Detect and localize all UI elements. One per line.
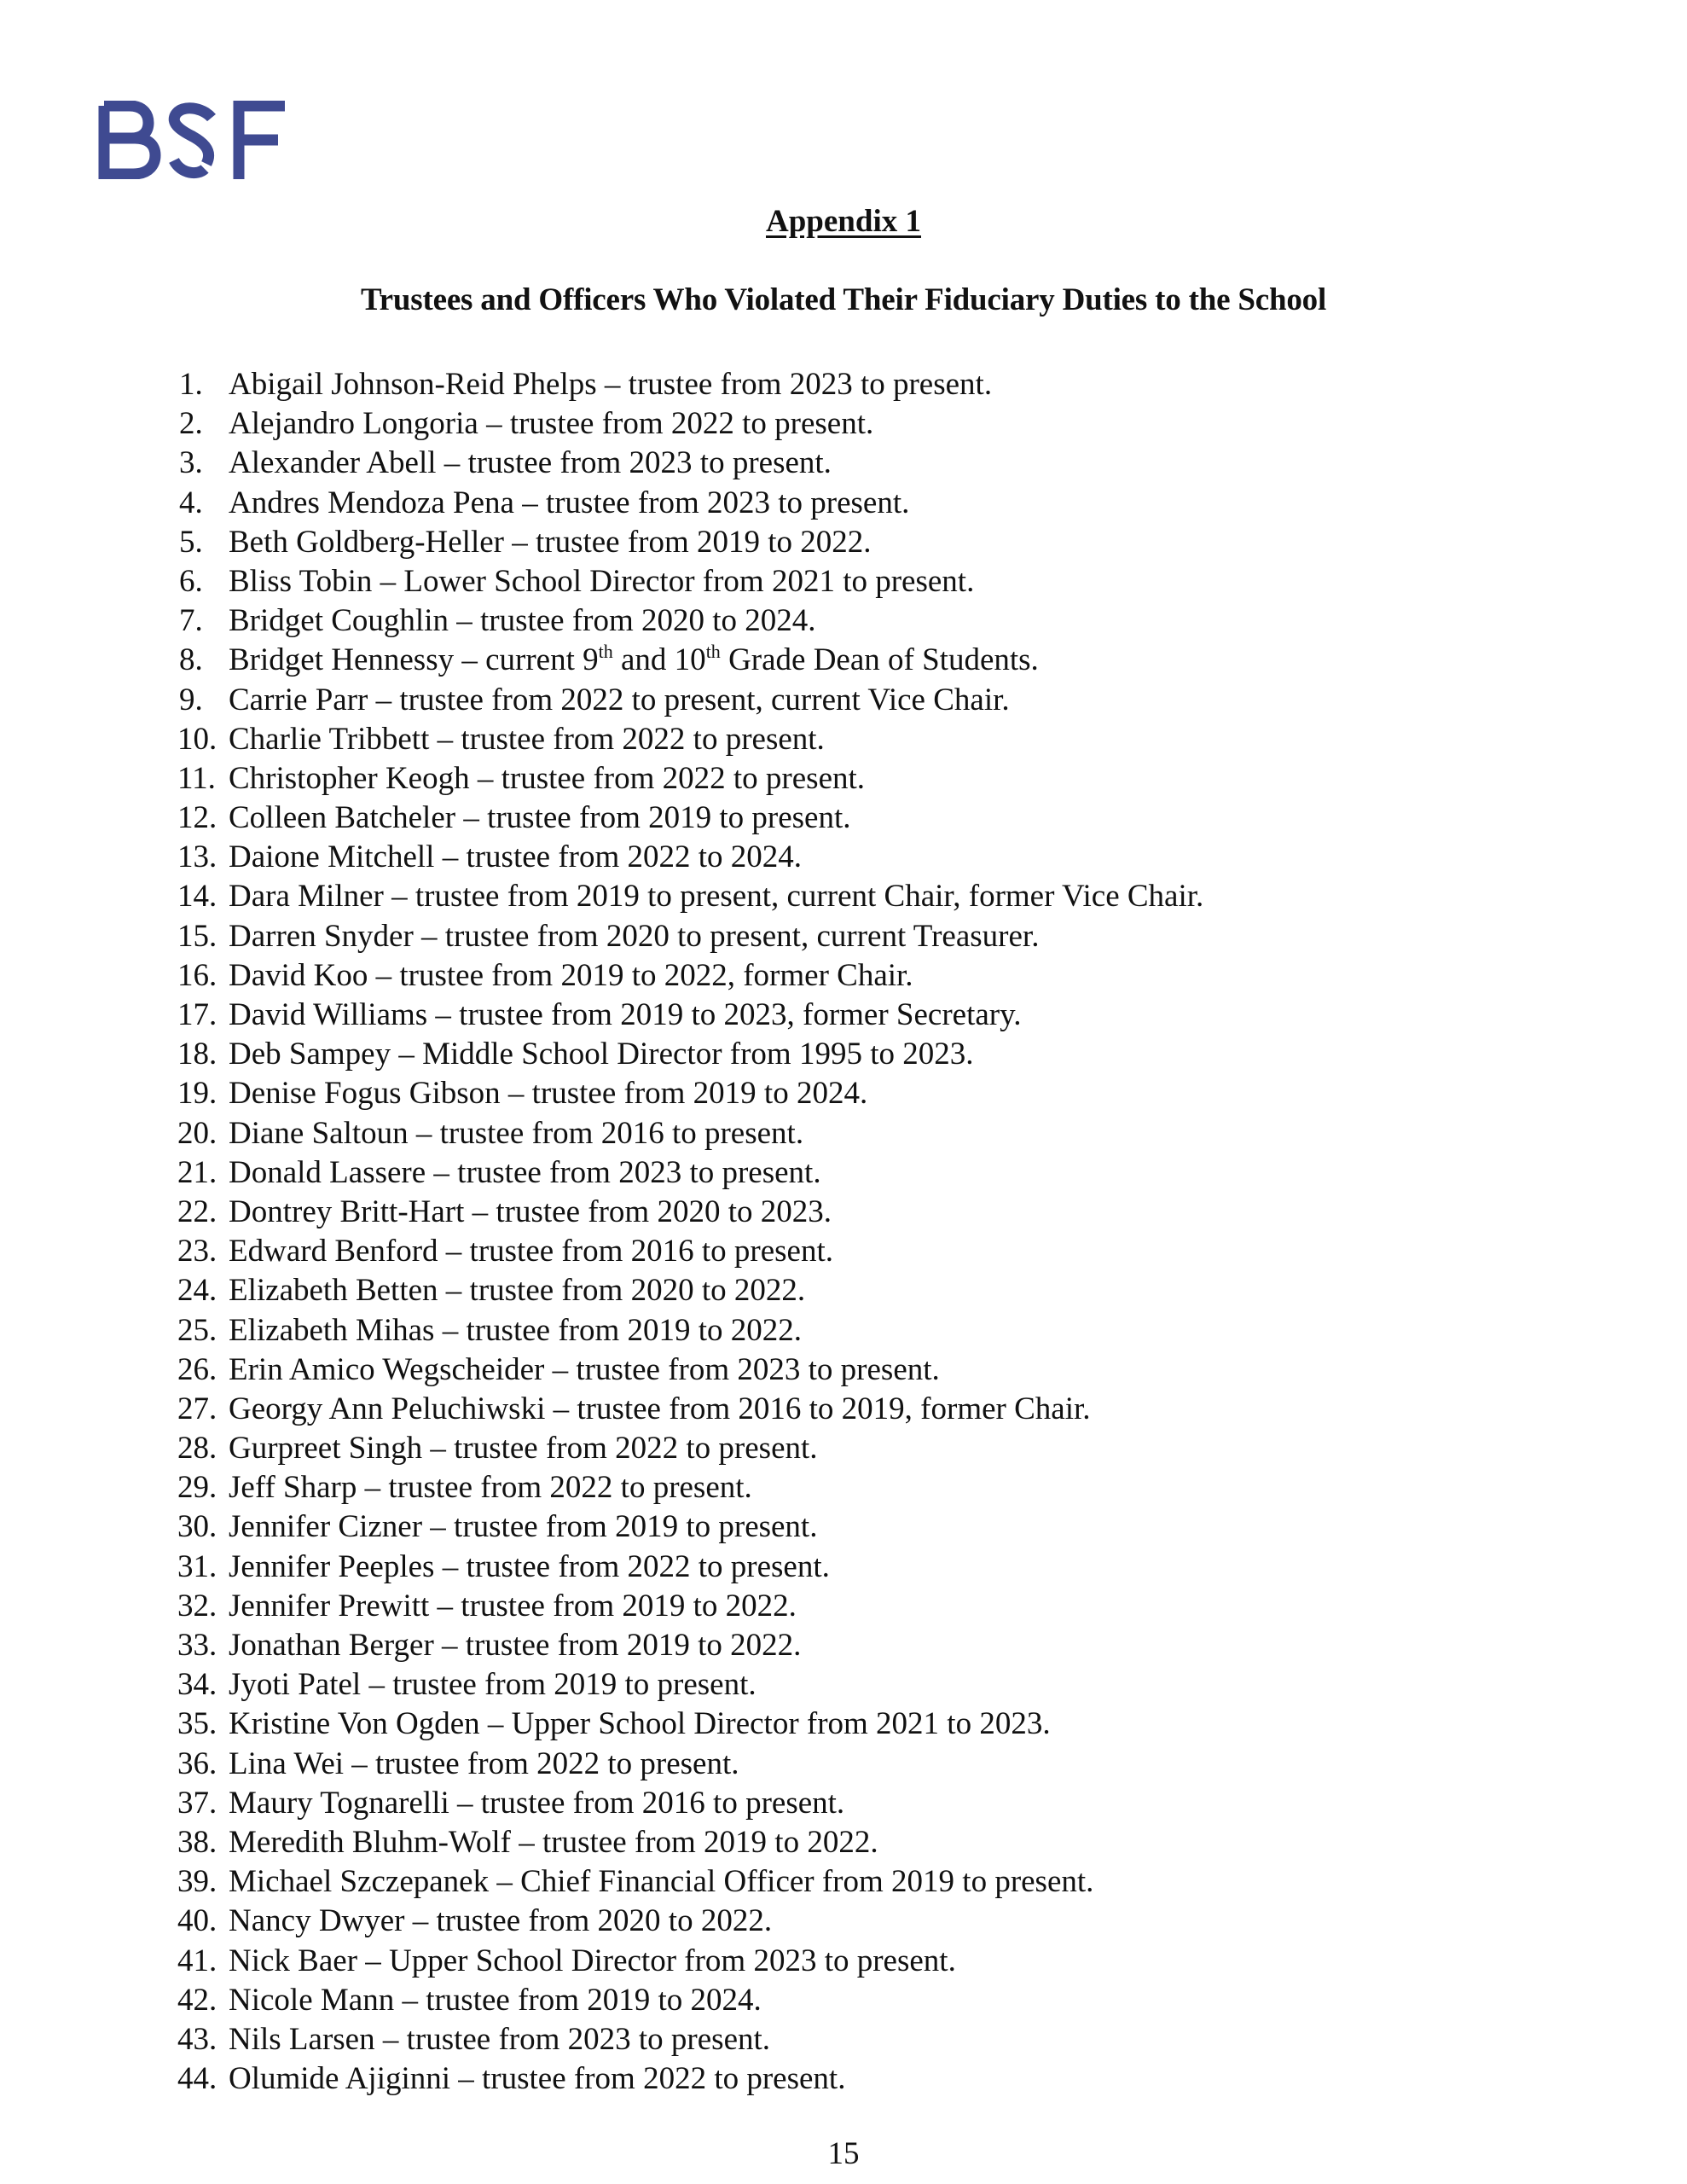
item-text: Erin Amico Wegscheider – trustee from 2023 to present. bbox=[229, 1351, 940, 1387]
ordinal-suffix: th bbox=[705, 641, 721, 663]
item-number: 40. bbox=[177, 1903, 217, 1939]
item-text: Jennifer Cizner – trustee from 2019 to present. bbox=[229, 1509, 818, 1545]
item-number: 16. bbox=[177, 957, 217, 993]
item-number: 9. bbox=[179, 682, 203, 717]
item-number: 17. bbox=[177, 997, 217, 1032]
appendix-title-text: Appendix 1 bbox=[766, 204, 921, 239]
item-text: Jennifer Peeples – trustee from 2022 to present. bbox=[229, 1548, 830, 1584]
item-number: 27. bbox=[177, 1391, 217, 1426]
item-text: Dontrey Britt-Hart – trustee from 2020 to 2023. bbox=[229, 1194, 832, 1229]
item-number: 30. bbox=[177, 1509, 217, 1545]
item-number: 6. bbox=[179, 563, 203, 599]
item-text: Charlie Tribbett – trustee from 2022 to present. bbox=[229, 721, 825, 757]
list-item bbox=[0, 799, 1687, 838]
item-text-segment: and 10 bbox=[612, 642, 706, 678]
item-number: 4. bbox=[179, 485, 203, 520]
item-text: Gurpreet Singh – trustee from 2022 to present. bbox=[229, 1431, 818, 1467]
item-number: 31. bbox=[177, 1548, 217, 1584]
item-number: 28. bbox=[177, 1431, 217, 1467]
item-text: David Williams – trustee from 2019 to 2023, former Secretary. bbox=[229, 997, 1022, 1032]
list-item bbox=[0, 759, 1687, 799]
item-text: Jyoti Patel – trustee from 2019 to present. bbox=[229, 1667, 757, 1703]
item-text: Olumide Ajiginni – trustee from 2022 to present. bbox=[229, 2061, 846, 2097]
section-heading: Trustees and Officers Who Violated Their Fiduciary Duties to the School bbox=[360, 282, 1327, 317]
item-text: Jennifer Prewitt – trustee from 2019 to 2022. bbox=[229, 1588, 797, 1623]
list-item bbox=[0, 484, 1687, 523]
item-number: 24. bbox=[177, 1273, 217, 1309]
item-text: Colleen Batcheler – trustee from 2019 to present. bbox=[229, 800, 851, 836]
item-number: 35. bbox=[177, 1706, 217, 1742]
item-text: Nils Larsen – trustee from 2023 to present. bbox=[229, 2021, 771, 2057]
item-text: Alexander Abell – trustee from 2023 to present. bbox=[229, 445, 832, 481]
item-text: Jonathan Berger – trustee from 2019 to 2022. bbox=[229, 1628, 802, 1663]
item-text: Nicole Mann – trustee from 2019 to 2024. bbox=[229, 1982, 762, 2018]
item-text: Meredith Bluhm-Wolf – trustee from 2019 to 2022. bbox=[229, 1824, 878, 1860]
item-text: Elizabeth Mihas – trustee from 2019 to 2022. bbox=[229, 1312, 803, 1348]
item-number: 36. bbox=[177, 1745, 217, 1781]
item-text: Kristine Von Ogden – Upper School Director from 2021 to 2023. bbox=[229, 1706, 1051, 1742]
list-item bbox=[0, 1311, 1687, 1350]
item-text: Michael Szczepanek – Chief Financial Officer from 2019 to present. bbox=[229, 1864, 1094, 1900]
item-text: Bridget Coughlin – trustee from 2020 to 2024. bbox=[229, 603, 816, 639]
item-text: Denise Fogus Gibson – trustee from 2019 to 2024. bbox=[229, 1076, 868, 1112]
list-item bbox=[0, 1823, 1687, 1862]
item-text: Darren Snyder – trustee from 2020 to present, current Treasurer. bbox=[229, 918, 1040, 954]
list-item bbox=[0, 877, 1687, 916]
item-number: 13. bbox=[177, 839, 217, 875]
list-item bbox=[0, 1468, 1687, 1507]
list-item bbox=[0, 681, 1687, 720]
item-text: Jeff Sharp – trustee from 2022 to present. bbox=[229, 1470, 752, 1506]
list-item bbox=[0, 1705, 1687, 1744]
list-item bbox=[0, 2059, 1687, 2099]
item-number: 42. bbox=[177, 1982, 217, 2018]
item-text: Beth Goldberg-Heller – trustee from 2019 to 2022. bbox=[229, 524, 872, 560]
item-number: 23. bbox=[177, 1234, 217, 1269]
item-text: Maury Tognarelli – trustee from 2016 to present. bbox=[229, 1785, 845, 1821]
list-item bbox=[0, 1390, 1687, 1429]
item-number: 25. bbox=[177, 1312, 217, 1348]
item-text: Elizabeth Betten – trustee from 2020 to 2022. bbox=[229, 1273, 806, 1309]
item-number: 26. bbox=[177, 1351, 217, 1387]
bsf-logo-mark bbox=[97, 101, 290, 179]
list-item bbox=[0, 562, 1687, 601]
item-text: Donald Lassere – trustee from 2023 to present. bbox=[229, 1154, 821, 1190]
list-item bbox=[0, 1981, 1687, 2020]
item-number: 44. bbox=[177, 2061, 217, 2097]
item-text: Carrie Parr – trustee from 2022 to present, current Vice Chair. bbox=[229, 682, 1010, 717]
list-item bbox=[0, 641, 1687, 680]
item-number: 29. bbox=[177, 1470, 217, 1506]
list-item bbox=[0, 917, 1687, 956]
item-number: 15. bbox=[177, 918, 217, 954]
item-text: David Koo – trustee from 2019 to 2022, former Chair. bbox=[229, 957, 913, 993]
list-item bbox=[0, 1626, 1687, 1665]
item-text: Lina Wei – trustee from 2022 to present. bbox=[229, 1745, 739, 1781]
item-text: Nick Baer – Upper School Director from 2023 to present. bbox=[229, 1943, 956, 1978]
appendix-title bbox=[0, 203, 1687, 241]
item-number: 11. bbox=[177, 760, 216, 796]
item-number: 12. bbox=[177, 800, 217, 836]
list-item bbox=[0, 1035, 1687, 1074]
list-item bbox=[0, 1862, 1687, 1902]
list-item bbox=[0, 1942, 1687, 1981]
item-number: 39. bbox=[177, 1864, 217, 1900]
item-number: 21. bbox=[177, 1154, 217, 1190]
item-text: Georgy Ann Peluchiwski – trustee from 2016 to 2019, former Chair. bbox=[229, 1391, 1091, 1426]
item-number: 41. bbox=[177, 1943, 217, 1978]
list-item bbox=[0, 1153, 1687, 1193]
item-number: 8. bbox=[179, 642, 203, 678]
list-item bbox=[0, 1114, 1687, 1153]
list-item bbox=[0, 1429, 1687, 1468]
item-text: Alejandro Longoria – trustee from 2022 to present. bbox=[229, 406, 874, 442]
item-text: Bliss Tobin – Lower School Director from 2021 to present. bbox=[229, 563, 975, 599]
ordinal-suffix: th bbox=[598, 641, 613, 663]
item-number: 19. bbox=[177, 1076, 217, 1112]
list-item bbox=[0, 1232, 1687, 1271]
item-number: 5. bbox=[179, 524, 203, 560]
item-number: 10. bbox=[177, 721, 217, 757]
item-number: 1. bbox=[179, 367, 203, 402]
list-item bbox=[0, 720, 1687, 759]
item-text: Nancy Dwyer – trustee from 2020 to 2022. bbox=[229, 1903, 773, 1939]
item-text: Daione Mitchell – trustee from 2022 to 2024. bbox=[229, 839, 803, 875]
list-item bbox=[0, 444, 1687, 483]
item-number: 22. bbox=[177, 1194, 217, 1229]
list-item bbox=[0, 404, 1687, 444]
list-item bbox=[0, 365, 1687, 404]
item-number: 38. bbox=[177, 1824, 217, 1860]
list-item bbox=[0, 523, 1687, 562]
page-number: 15 bbox=[827, 2136, 860, 2171]
list-item bbox=[0, 2020, 1687, 2059]
item-number: 18. bbox=[177, 1037, 217, 1072]
list-item bbox=[0, 996, 1687, 1035]
list-item bbox=[0, 1587, 1687, 1626]
item-number: 37. bbox=[177, 1785, 217, 1821]
list-item bbox=[0, 1902, 1687, 1941]
list-item bbox=[0, 1745, 1687, 1784]
item-text: Edward Benford – trustee from 2016 to present. bbox=[229, 1234, 833, 1269]
bsf-logo bbox=[97, 101, 290, 179]
list-item bbox=[0, 1350, 1687, 1390]
list-item bbox=[0, 1784, 1687, 1823]
list-item bbox=[0, 956, 1687, 996]
item-text: Diane Saltoun – trustee from 2016 to present. bbox=[229, 1115, 804, 1151]
item-number: 33. bbox=[177, 1628, 217, 1663]
list-item bbox=[0, 1507, 1687, 1547]
trustee-list bbox=[0, 365, 1687, 2099]
item-text-segment: Bridget Hennessy – current 9 bbox=[229, 642, 599, 678]
list-item bbox=[0, 1193, 1687, 1232]
item-text-segment: Grade Dean of Students. bbox=[720, 642, 1039, 678]
item-number: 43. bbox=[177, 2021, 217, 2057]
item-number: 2. bbox=[179, 406, 203, 442]
item-number: 3. bbox=[179, 445, 203, 481]
item-text: Deb Sampey – Middle School Director from 1995 to 2023. bbox=[229, 1037, 974, 1072]
item-text bbox=[229, 641, 1039, 680]
list-item bbox=[0, 838, 1687, 877]
item-number: 34. bbox=[177, 1667, 217, 1703]
list-item bbox=[0, 1271, 1687, 1310]
list-item bbox=[0, 1548, 1687, 1587]
item-text: Christopher Keogh – trustee from 2022 to present. bbox=[229, 760, 866, 796]
list-item bbox=[0, 601, 1687, 641]
item-text: Andres Mendoza Pena – trustee from 2023 to present. bbox=[229, 485, 910, 520]
item-text: Abigail Johnson-Reid Phelps – trustee from 2023 to present. bbox=[229, 367, 993, 402]
list-item bbox=[0, 1074, 1687, 1113]
item-text: Dara Milner – trustee from 2019 to present, current Chair, former Vice Chair. bbox=[229, 879, 1204, 915]
list-item bbox=[0, 1665, 1687, 1705]
item-number: 14. bbox=[177, 879, 217, 915]
item-number: 7. bbox=[179, 603, 203, 639]
item-number: 20. bbox=[177, 1115, 217, 1151]
item-number: 32. bbox=[177, 1588, 217, 1623]
